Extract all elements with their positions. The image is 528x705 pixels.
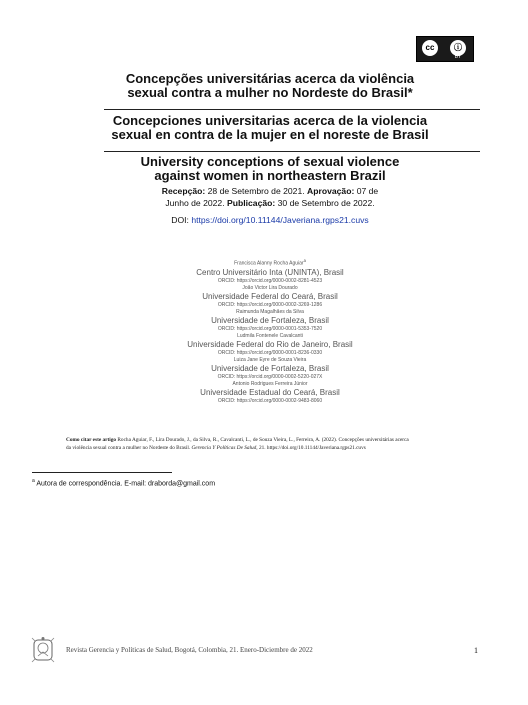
author-orcid[interactable]: ORCID: https://orcid.org/0000-0002-5220-027X <box>217 373 323 380</box>
by-label: BY <box>454 54 462 60</box>
title-english <box>60 155 480 183</box>
footnote <box>32 478 215 487</box>
author-name: Francisca Alanny Rocha Aguiar <box>234 260 304 267</box>
title-pt-line-2: sexual contra a mulher no Nordeste do Brasil* <box>127 85 413 100</box>
publication-dates <box>60 185 480 209</box>
author-orcid[interactable]: ORCID: https://orcid.org/0000-0002-3269-1286 <box>217 301 323 308</box>
doi-link[interactable]: https://doi.org/10.11144/Javeriana.rgps21.cuvs <box>191 215 369 225</box>
author-name: Luiza Jane Eyre de Souza Vieira <box>233 356 307 363</box>
doi-line <box>60 215 480 225</box>
title-portuguese <box>60 72 480 100</box>
citation-label: Como citar este artigo <box>66 437 117 443</box>
title-en-line-2: against women in northeastern Brazil <box>154 168 386 183</box>
citation-journal: Gerencia Y Políticas De Salud, <box>191 445 258 451</box>
footnote-text: Autora de correspondência. E-mail: draborda@gmail.com <box>36 480 216 488</box>
footnote-mark: a <box>32 478 35 484</box>
publication-label: Publicação: <box>227 198 276 208</box>
author-institution: Universidade Federal do Rio de Janeiro, Brasil <box>187 339 353 349</box>
author-institution: Centro Universitário Inta (UNINTA), Brasil <box>196 267 344 277</box>
title-en-line-1: University conceptions of sexual violence <box>140 154 400 169</box>
title-es-line-2: sexual en contra de la mujer en el noreste de Brasil <box>111 127 429 142</box>
title-pt-line-1: Concepções universitárias acerca da violência <box>125 71 415 86</box>
approval-label: Aprovação: <box>307 186 355 196</box>
citation-text-line-1: Rocha Aguiar, F., Lira Dourado, J., da Silva, R., Cavalcanti, L., de Souza Vieira, L., Ferreira, A. (2022). Concepções universitárias acerca <box>117 437 409 443</box>
approval-date-part-1: 07 de <box>356 186 379 196</box>
author-block <box>150 257 390 405</box>
author-orcid[interactable]: ORCID: https://orcid.org/0000-0001-8236-0330 <box>217 349 323 356</box>
reception-label: Recepção: <box>161 186 206 196</box>
reception-date: 28 de Setembro de 2021. <box>207 186 305 196</box>
author-name: Antonio Rodrigues Ferreira Júnior <box>232 380 308 387</box>
correspondence-mark: a <box>303 258 306 263</box>
author-institution: Universidade Estadual do Ceará, Brasil <box>200 387 340 397</box>
author-institution: Universidade Federal do Ceará, Brasil <box>202 291 338 301</box>
page-number: 1 <box>474 646 478 655</box>
author-orcid[interactable]: ORCID: https://orcid.org/0000-0002-9483-8060 <box>217 397 323 404</box>
approval-date-part-2: Junho de 2022. <box>165 198 225 208</box>
creative-commons-icon: cc <box>422 40 438 56</box>
title-divider <box>104 151 480 152</box>
title-es-line-1: Concepciones universitarias acerca de la violencia <box>112 113 428 128</box>
citation-text-line-2: da violência sexual contra a mulher no Nordeste do Brasil. <box>66 445 191 451</box>
cc-by-license-badge <box>416 36 474 62</box>
citation-doi: 21. https://doi.org/10.11144/Javeriana.rgps21.cuvs <box>258 445 366 451</box>
author-institution: Universidade de Fortaleza, Brasil <box>211 315 329 325</box>
university-seal-icon <box>30 636 56 664</box>
publication-date: 30 de Setembro de 2022. <box>277 198 375 208</box>
author-orcid[interactable]: ORCID: https://orcid.org/0000-0001-5353-7520 <box>217 325 323 332</box>
how-to-cite <box>66 436 482 452</box>
author-institution: Universidade de Fortaleza, Brasil <box>211 363 329 373</box>
doi-label: DOI: <box>171 215 189 225</box>
author-name: João Victor Lira Dourado <box>242 284 298 291</box>
attribution-icon: ⓘ <box>450 40 466 56</box>
title-spanish <box>60 114 480 142</box>
author-name: Ludmila Fontenele Cavalcanti <box>237 332 303 339</box>
journal-footer: Revista Gerencia y Políticas de Salud, Bogotá, Colombia, 21. Enero-Diciembre de 2022 <box>66 646 313 654</box>
author-orcid[interactable]: ORCID: https://orcid.org/0000-0002-8281-4523 <box>217 277 323 284</box>
title-divider <box>104 109 480 110</box>
author-name: Raimunda Magalhães da Silva <box>236 308 304 315</box>
footnote-divider <box>32 472 172 473</box>
